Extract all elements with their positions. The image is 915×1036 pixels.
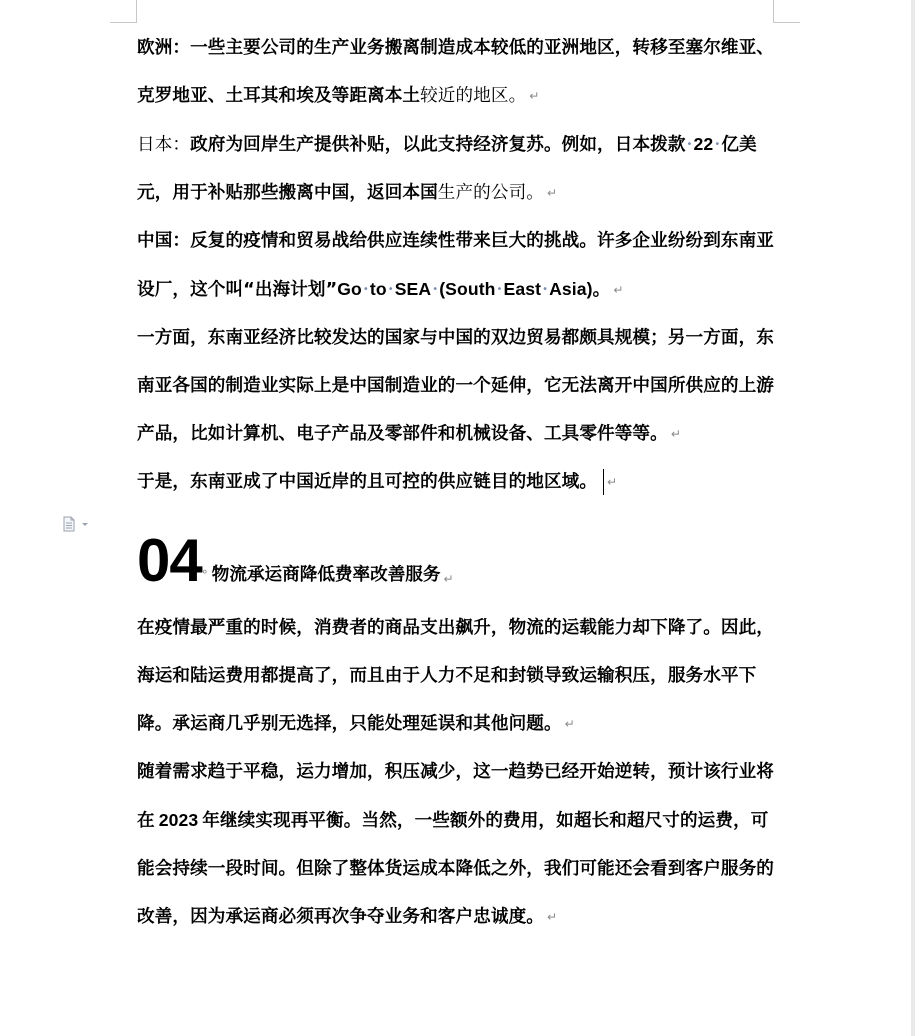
paragraph-logistics-2-bold-a: 随着需求趋于平稳，运力增加，积压减少，这一趋势已经开始逆转，预计该行业将在 — [137, 762, 774, 831]
latin-word: Asia) — [549, 279, 593, 299]
paragraph-europe-normal: 较近的地区。 — [420, 86, 527, 106]
paragraph-conclusion-bold: 于是，东南亚成了中国近岸的且可控的供应链目的地区域。 — [137, 472, 598, 492]
paragraph-conclusion — [137, 458, 777, 506]
paragraph-japan — [137, 120, 777, 217]
space-mark: • — [496, 284, 503, 295]
latin-word: to — [369, 279, 387, 299]
space-mark: • — [714, 139, 721, 150]
paragraph-mark: ↵ — [564, 717, 575, 731]
paragraph-mark: ↵ — [613, 283, 624, 297]
latin-word: SEA — [394, 279, 432, 299]
paragraph-logistics-2 — [137, 748, 777, 941]
paragraph-southeast-asia — [137, 314, 777, 458]
paragraph-china-tail: 。 — [592, 280, 611, 300]
latin-word: Go — [337, 279, 362, 299]
chevron-down-icon — [82, 523, 88, 526]
paragraph-japan-prefix: 日本： — [137, 135, 191, 155]
paragraph-japan-bold: 政府为回岸生产提供补贴，以此支持经济复苏。例如，日本拨款 — [190, 135, 686, 155]
paragraph-japan-bold2: 亿美元，用于补贴那些搬离中国，返回本国 — [137, 135, 757, 203]
space-mark: • — [542, 284, 549, 295]
paragraph-mark: ↵ — [670, 427, 681, 441]
anchor-mark: ° — [201, 568, 208, 582]
crop-mark-right — [773, 0, 800, 23]
section-number: 04 — [137, 527, 202, 594]
paragraph-mark: ↵ — [546, 910, 558, 924]
paragraph-mark: ↵ — [607, 475, 618, 489]
latin-word: East — [503, 279, 542, 299]
latin-word: (South — [439, 279, 496, 299]
paragraph-southeast-asia-bold: 一方面，东南亚经济比较发达的国家与中国的双边贸易都颇具规模；另一方面，东南亚各国的制造业实际上是中国制造业的一个延伸，它无法离开中国所供应的上游产品，比如计算机、电子产品及零部件和机械设备、工具零件等等。 — [137, 328, 774, 444]
text-cursor — [603, 469, 604, 495]
document-body[interactable] — [137, 24, 777, 941]
section-title: 物流承运商降低费率改善服务 — [211, 565, 441, 585]
crop-mark-left — [110, 0, 137, 23]
paragraph-china-bold: 中国：反复的疫情和贸易战给供应连续性带来巨大的挑战。许多企业纷纷到东南亚设厂，这个叫“出海计划” — [137, 231, 774, 300]
vertical-scrollbar[interactable] — [911, 0, 915, 1036]
paragraph-logistics-1 — [137, 604, 777, 748]
paragraph-europe — [137, 24, 777, 120]
paragraph-japan-number: 22 — [693, 134, 714, 154]
space-mark: • — [362, 284, 369, 295]
paragraph-mark: ↵ — [546, 186, 558, 200]
section-heading — [137, 526, 777, 594]
paragraph-logistics-1-bold: 在疫情最严重的时候，消费者的商品支出飙升，物流的运载能力却下降了。因此，海运和陆运费用都提高了，而且由于人力不足和封锁导致运输积压，服务水平下降。承运商几乎别无选择，只能处理延误和其他问题。 — [137, 618, 774, 734]
document-options-icon — [62, 516, 90, 532]
paragraph-china — [137, 217, 777, 314]
paragraph-logistics-2-bold-b: 年继续实现再平衡。当然，一些额外的费用，如超长和超尺寸的运费，可能会持续一段时间。但除了整体货运成本降低之外，我们可能还会看到客户服务的改善，因为承运商必须再次争夺业务和客户忠诚度。 — [137, 811, 774, 927]
paragraph-logistics-2-year: 2023 — [158, 810, 199, 830]
paragraph-mark: ↵ — [529, 89, 540, 103]
paragraph-europe-bold: 欧洲：一些主要公司的生产业务搬离制造成本较低的亚洲地区，转移至塞尔维亚、克罗地亚、土耳其和埃及等距离本土 — [137, 38, 774, 106]
margin-options-button[interactable] — [62, 516, 90, 532]
space-mark: • — [432, 284, 439, 295]
space-mark: • — [387, 284, 394, 295]
paragraph-japan-normal: 生产的公司。 — [437, 183, 544, 203]
paragraph-mark: ↵ — [443, 572, 454, 586]
space-mark: • — [686, 139, 693, 150]
